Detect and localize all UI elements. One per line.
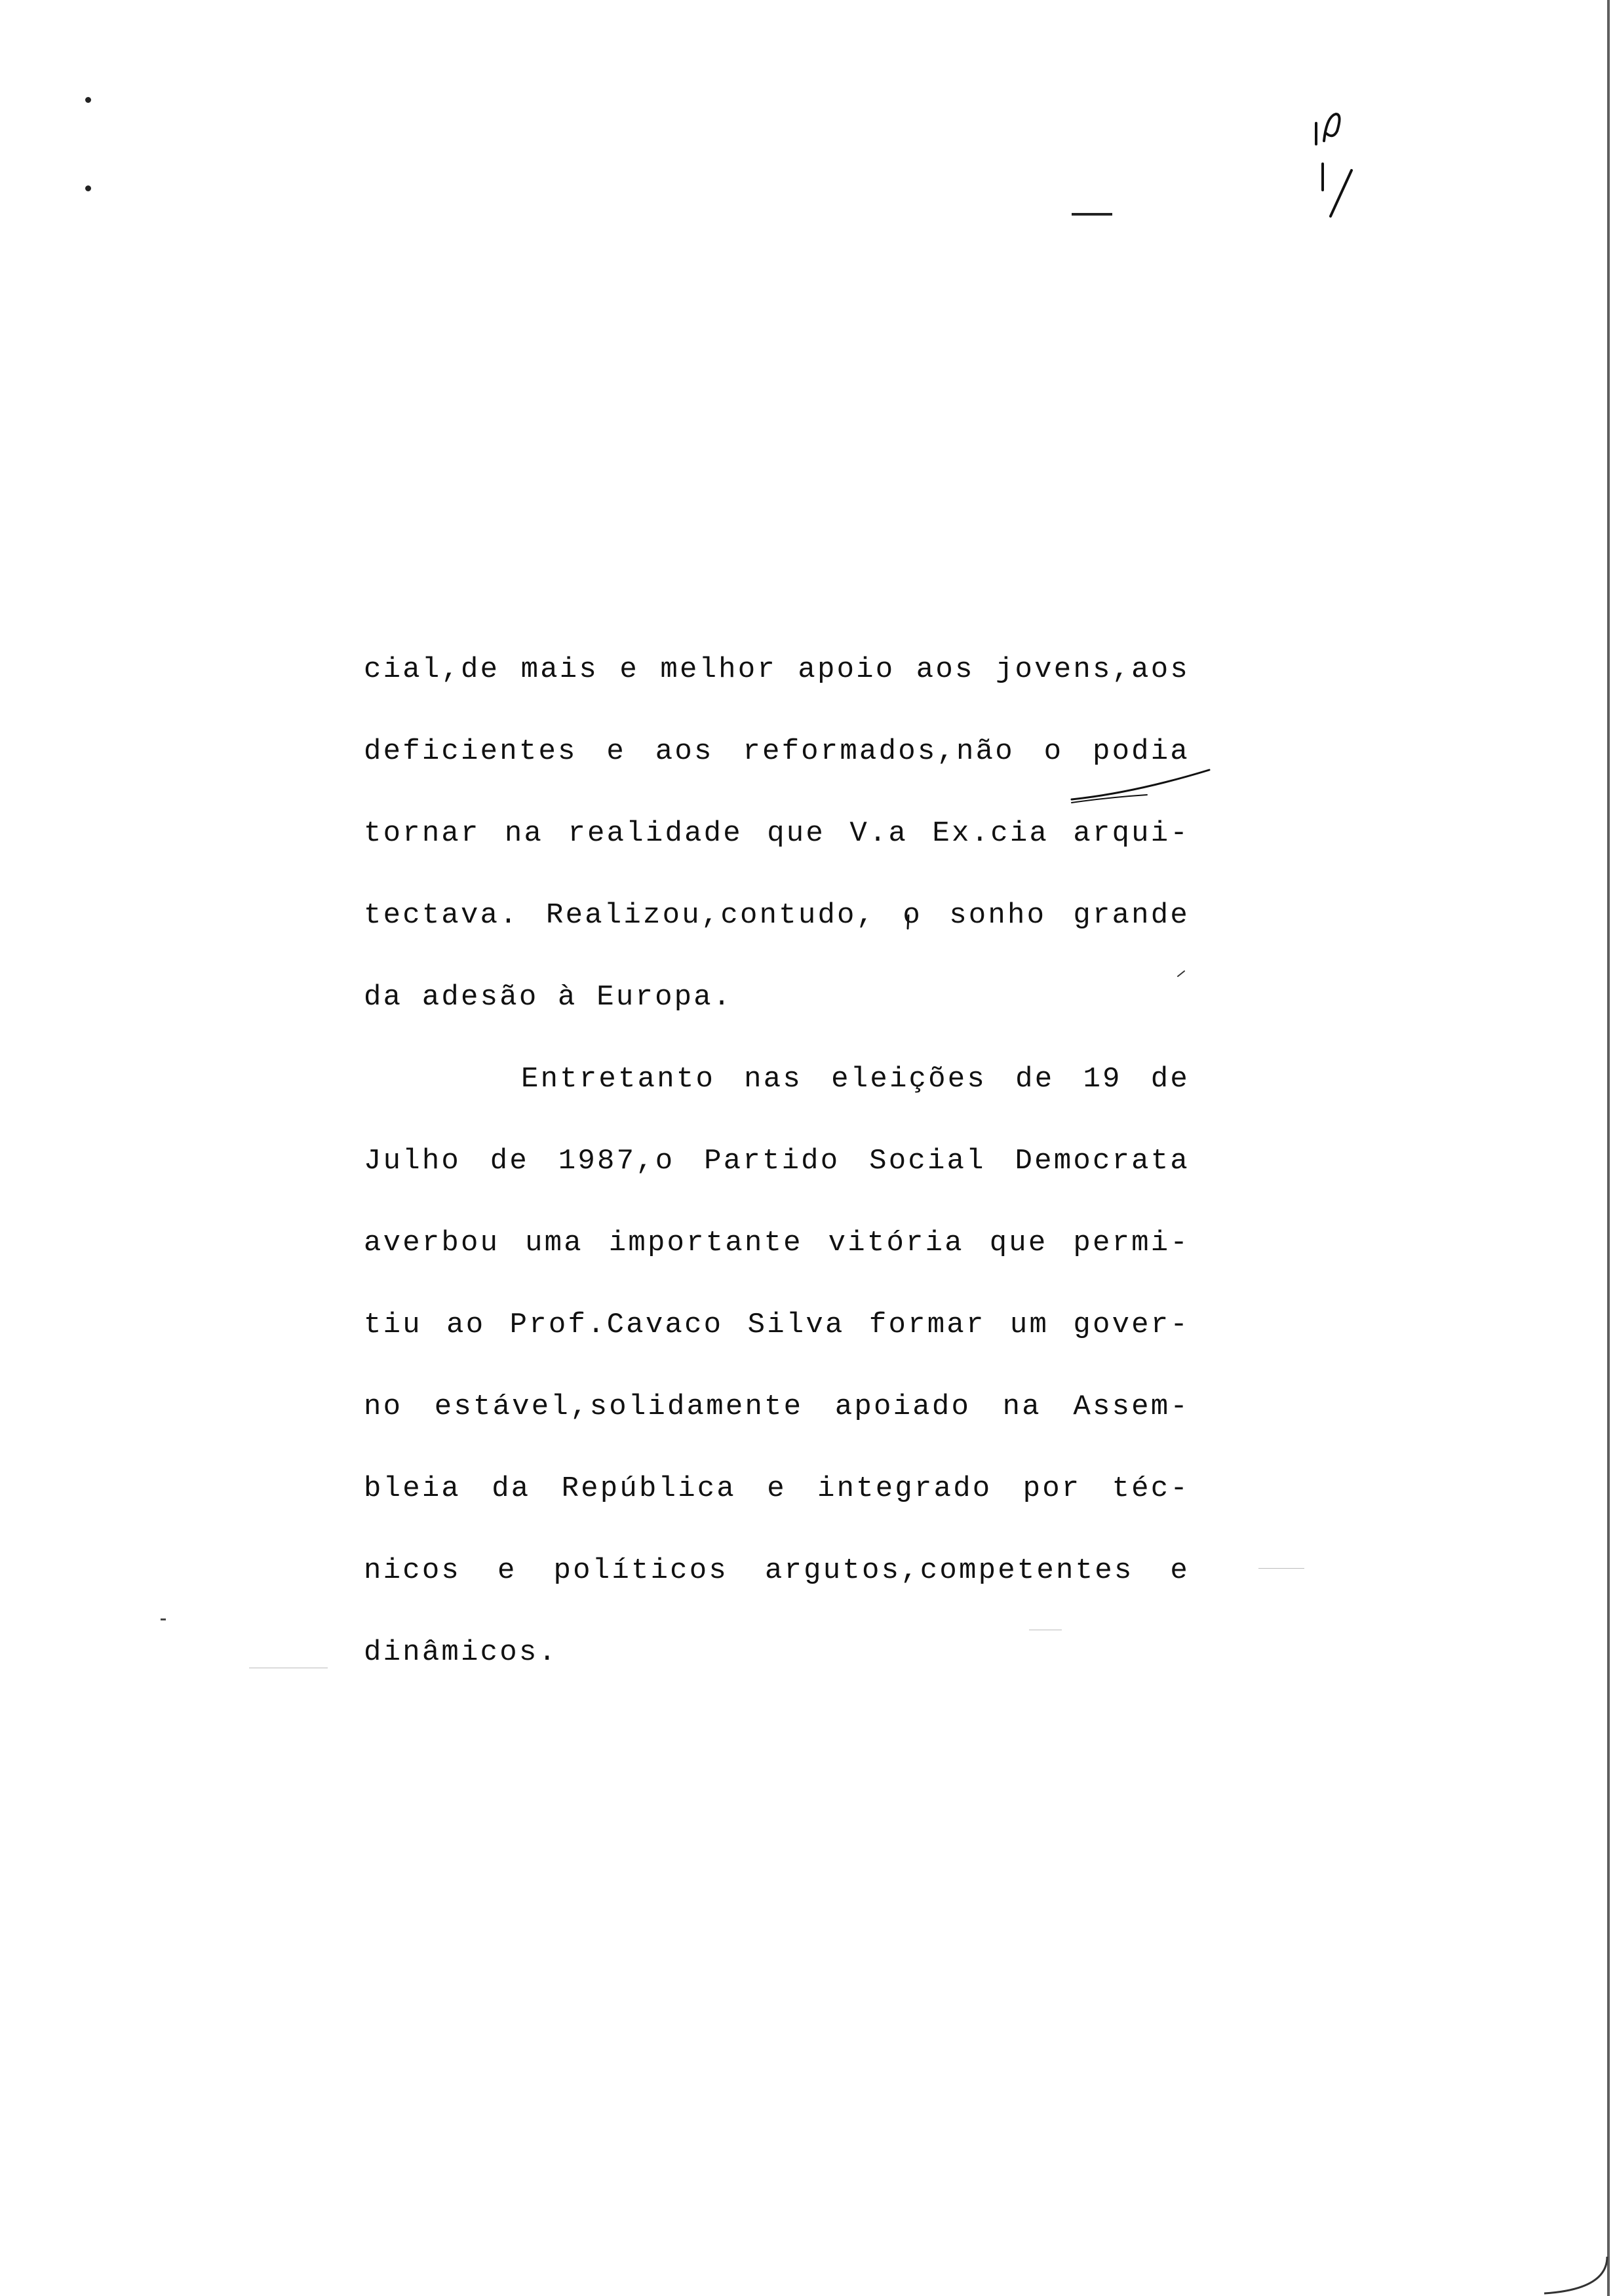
text-line: Entretanto nas eleições de 19 de xyxy=(521,1063,1190,1096)
page-edge-shadow xyxy=(1607,0,1610,2296)
punch-hole-mark xyxy=(85,185,91,191)
text-line: averbou uma importante vitória que permi- xyxy=(364,1227,1190,1259)
text-line: tornar na realidade que V.a Ex.cia arqui- xyxy=(364,817,1190,850)
punch-hole-mark xyxy=(85,97,91,103)
dash-mark xyxy=(1072,213,1112,216)
scan-artifact xyxy=(1258,1568,1304,1569)
text-line: cial,de mais e melhor apoio aos jovens,aos xyxy=(364,653,1190,686)
text-line: nicos e políticos argutos,competentes e xyxy=(364,1554,1190,1587)
scan-artifact xyxy=(161,1618,166,1620)
text-line: deficientes e aos reformados,não o podia xyxy=(364,735,1190,768)
text-line: da adesão à Europa. xyxy=(364,981,733,1014)
text-line: tectava. Realizou,contudo, o sonho grande xyxy=(364,899,1190,932)
text-line: tiu ao Prof.Cavaco Silva formar um gover- xyxy=(364,1309,1190,1341)
page-corner-curl xyxy=(1544,2257,1610,2296)
handwritten-page-number xyxy=(1304,105,1396,236)
stray-pen-mark xyxy=(1177,970,1186,978)
text-line: bleia da República e integrado por téc- xyxy=(364,1472,1190,1505)
text-line: no estável,solidamente apoiado na Assem- xyxy=(364,1390,1190,1423)
text-line: Julho de 1987,o Partido Social Democrata xyxy=(364,1145,1190,1177)
handwritten-comma-mark xyxy=(905,914,912,930)
text-line: dinâmicos. xyxy=(364,1636,558,1669)
document-body xyxy=(364,629,1190,1694)
handwritten-correction-stroke xyxy=(1068,763,1213,809)
